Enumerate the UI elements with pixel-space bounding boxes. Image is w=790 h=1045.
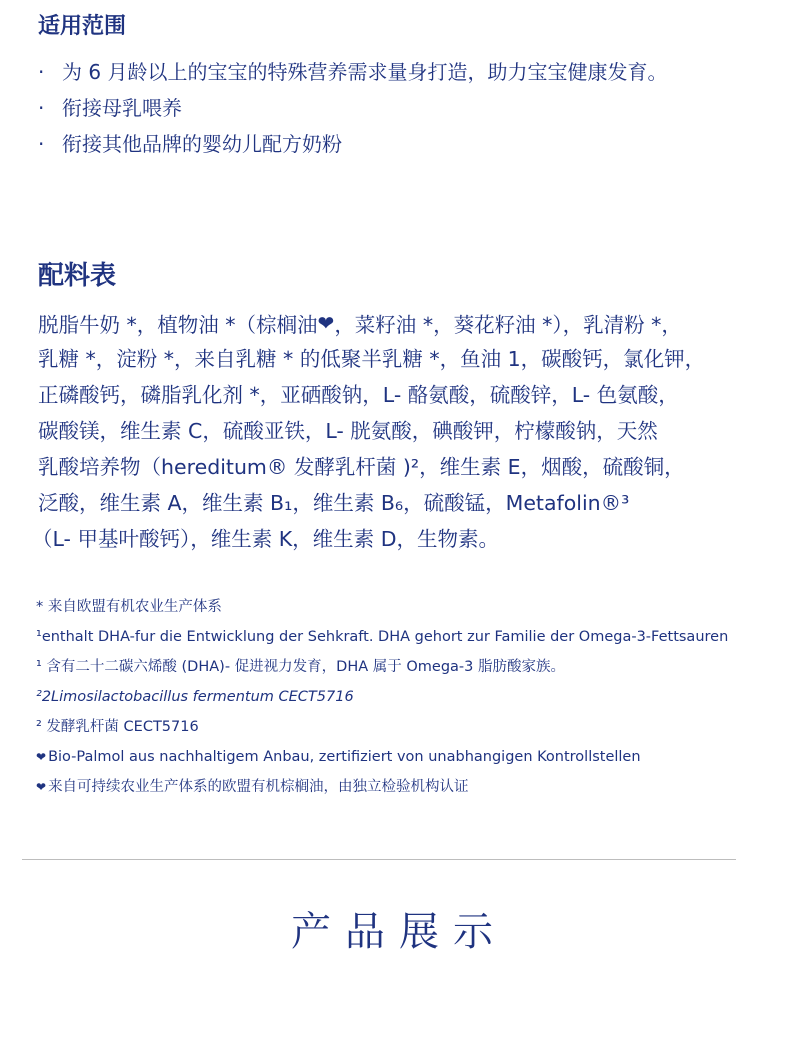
bullet-dot-icon: · — [38, 60, 45, 84]
heart-icon: ❤ — [36, 780, 47, 794]
footnote: * 来自欧盟有机农业生产体系 — [36, 599, 222, 615]
usage-list-item — [38, 54, 778, 90]
footnotes — [36, 592, 776, 802]
footnote: ²2Limosilactobacillus fermentum CECT5716 — [36, 689, 354, 705]
footnote — [36, 772, 776, 802]
footnote: ² 发酵乳杆菌 CECT5716 — [36, 719, 199, 735]
product-showcase-title: 产品展示 — [291, 909, 507, 955]
ingredients-line: （L- 甲基叶酸钙），维生素 K，维生素 D，生物素。 — [32, 527, 499, 551]
ingredients-section-title: 配料表 — [38, 261, 117, 291]
ingredients-text: 脱脂牛奶 *，植物油 *（棕榈油 — [38, 313, 318, 337]
ingredients-list — [32, 305, 768, 557]
usage-item-text: 衔接其他品牌的婴幼儿配方奶粉 — [62, 132, 342, 156]
ingredients-line: 正磷酸钙，磷脂乳化剂 *，亚硒酸钠，L- 酪氨酸，硫酸锌，L- 色氨酸， — [38, 383, 679, 407]
usage-list-item — [38, 90, 778, 126]
ingredients-line: 碳酸镁，维生素 C，硫酸亚铁，L- 胱氨酸，碘酸钾，柠檬酸钠，天然 — [38, 419, 658, 443]
usage-list-item — [38, 126, 778, 162]
footnote-text: 来自可持续农业生产体系的欧盟有机棕榈油，由独立检验机构认证 — [48, 779, 469, 795]
footnote — [36, 742, 776, 772]
footnote: ¹ 含有二十二碳六烯酸 (DHA)- 促进视力发育，DHA 属于 Omega-3 脂肪酸家族。 — [36, 659, 565, 675]
bullet-dot-icon: · — [38, 96, 45, 120]
ingredients-line — [38, 305, 768, 341]
ingredients-line: 泛酸，维生素 A，维生素 B₁，维生素 B₆，硫酸锰，Metafolin®³ — [38, 491, 630, 515]
ingredients-text: ，菜籽油 *，葵花籽油 *），乳清粉 *， — [334, 313, 682, 337]
bullet-dot-icon: · — [38, 132, 45, 156]
footnote-text: Bio-Palmol aus nachhaltigem Anbau, zertifiziert von unabhangigen Kontrollstellen — [48, 749, 641, 765]
usage-list — [38, 54, 778, 162]
ingredients-line: 乳酸培养物（hereditum® 发酵乳杆菌 )²，维生素 E，烟酸，硫酸铜， — [38, 455, 685, 479]
heart-icon: ❤ — [317, 311, 335, 335]
heart-icon: ❤ — [36, 750, 47, 764]
section-divider — [22, 859, 736, 860]
usage-section-title: 适用范围 — [38, 14, 127, 39]
usage-item-text: 为 6 月龄以上的宝宝的特殊营养需求量身打造，助力宝宝健康发育。 — [62, 60, 668, 84]
footnote: ¹enthalt DHA-fur die Entwicklung der Sehkraft. DHA gehort zur Familie der Omega-3-Fettsauren — [36, 629, 729, 645]
ingredients-line: 乳糖 *，淀粉 *，来自乳糖 * 的低聚半乳糖 *，鱼油 1，碳酸钙，氯化钾， — [38, 347, 706, 371]
usage-item-text: 衔接母乳喂养 — [62, 96, 182, 120]
